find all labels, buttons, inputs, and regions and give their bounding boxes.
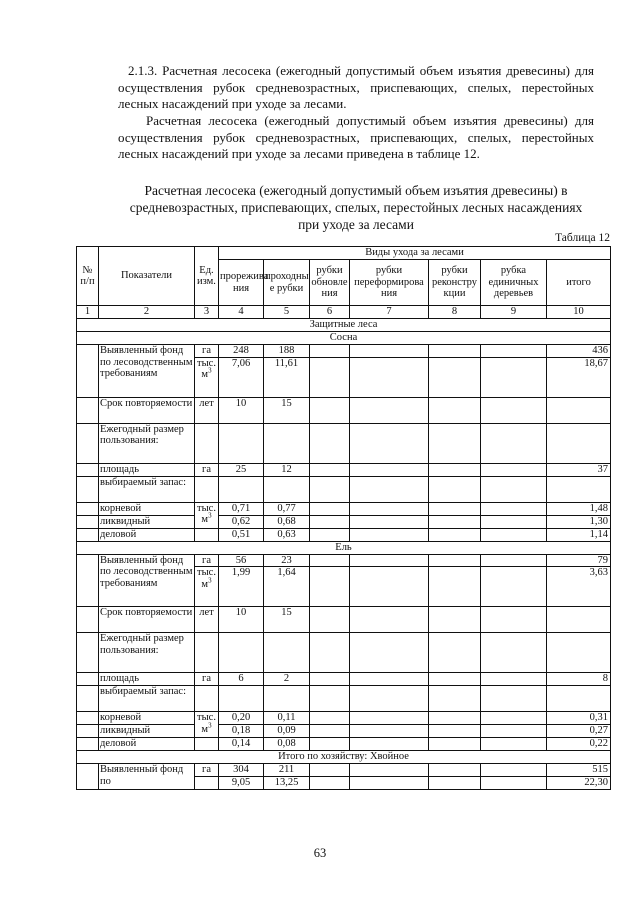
section-spruce: Ель: [77, 541, 611, 554]
unit-ha: га: [195, 554, 219, 567]
row-label: площадь: [99, 673, 195, 686]
table-cell: 11,61: [264, 357, 310, 397]
unit-m3: тыс. $м^3$: [195, 502, 219, 528]
table-cell: 18,67: [547, 357, 611, 397]
data-table: [76, 246, 611, 790]
header-col: рубки реконстру кции: [429, 260, 481, 306]
table-cell: 1,30: [547, 515, 611, 528]
table-12: [76, 246, 610, 790]
col-number: 2: [99, 306, 195, 319]
table-cell: 1,48: [547, 502, 611, 515]
table-cell: 0,27: [547, 725, 611, 738]
header-group: Виды ухода за лесами: [219, 247, 611, 260]
col-number: 1: [77, 306, 99, 319]
paragraph-2: Расчетная лесосека (ежегодный допустимый объем изъятия древесины) для осуществления рубок средневозрастных, приспевающих, спелых, перестойных лесных насаждений при уходе за лесами приведена в таблице 12.: [118, 113, 594, 161]
table-cell: 436: [547, 345, 611, 358]
table-caption: Расчетная лесосека (ежегодный допустимый объем изъятия древесины) в средневозрастных, приспевающих, спелых, перестойных лесных насаждениях при уходе за лесами: [129, 183, 583, 232]
row-label: деловой: [99, 528, 195, 541]
row-label: ликвидный: [99, 515, 195, 528]
header-col: итого: [547, 260, 611, 306]
table-cell: 0,68: [264, 515, 310, 528]
table-cell: 10: [219, 607, 264, 633]
table-cell: 515: [547, 764, 611, 777]
table-cell: 1,64: [264, 567, 310, 607]
row-label: деловой: [99, 738, 195, 751]
col-number: 6: [310, 306, 350, 319]
col-number: 10: [547, 306, 611, 319]
row-label: Срок повторяемости: [99, 607, 195, 633]
row-label: Срок повторяемости: [99, 397, 195, 423]
unit-ha: га: [195, 345, 219, 358]
table-cell: 23: [264, 554, 310, 567]
table-cell: 13,25: [264, 777, 310, 790]
row-label: ликвидный: [99, 725, 195, 738]
table-cell: 12: [264, 463, 310, 476]
table-cell: 0,51: [219, 528, 264, 541]
row-label: Выявленный фонд по лесоводственным требованиям: [99, 554, 195, 607]
section-protective: Защитные леса: [77, 319, 611, 332]
table-cell: 22,30: [547, 777, 611, 790]
table-cell: 15: [264, 607, 310, 633]
table-cell: 25: [219, 463, 264, 476]
header-col: рубка единичных деревьев: [481, 260, 547, 306]
row-label: площадь: [99, 463, 195, 476]
section-pine: Сосна: [77, 332, 611, 345]
col-number: 7: [350, 306, 429, 319]
table-cell: 0,63: [264, 528, 310, 541]
table-cell: 8: [547, 673, 611, 686]
table-cell: 7,06: [219, 357, 264, 397]
unit-ha: га: [195, 764, 219, 777]
row-no: [77, 345, 99, 398]
table-cell: 0,62: [219, 515, 264, 528]
unit-m3: тыс. $м^3$: [195, 712, 219, 738]
header-no: № п/п: [77, 247, 99, 306]
table-cell: 79: [547, 554, 611, 567]
unit-ha: га: [195, 673, 219, 686]
row-label: корневой: [99, 502, 195, 515]
page-number: 63: [313, 846, 327, 860]
table-cell: 0,11: [264, 712, 310, 725]
header-col: рубки переформирова ния: [350, 260, 429, 306]
header-col: рубки обновле ния: [310, 260, 350, 306]
table-cell: 0,14: [219, 738, 264, 751]
header-unit: Ед. изм.: [195, 247, 219, 306]
table-cell: 0,22: [547, 738, 611, 751]
col-number: 4: [219, 306, 264, 319]
table-cell: 0,18: [219, 725, 264, 738]
header-indicators: Показатели: [99, 247, 195, 306]
unit-m3: тыс. $м^3$: [195, 357, 219, 397]
table-cell: 0,77: [264, 502, 310, 515]
table-cell: 3,63: [547, 567, 611, 607]
col-number: 8: [429, 306, 481, 319]
section-total: Итого по хозяйству: Хвойное: [77, 751, 611, 764]
header-col: проходны е рубки: [264, 260, 310, 306]
table-cell: 0,09: [264, 725, 310, 738]
row-label: корневой: [99, 712, 195, 725]
table-cell: 0,31: [547, 712, 611, 725]
paragraph-1: 2.1.3. Расчетная лесосека (ежегодный допустимый объем изъятия древесины) для осуществления рубок средневозрастных, приспевающих, спелых, перестойных лесных насаждений при уходе за лесами.: [118, 63, 594, 111]
col-number: 5: [264, 306, 310, 319]
table-cell: 0,08: [264, 738, 310, 751]
table-cell: 1,99: [219, 567, 264, 607]
unit-ha: га: [195, 463, 219, 476]
table-cell: 248: [219, 345, 264, 358]
row-label: Ежегодный размер пользования:: [99, 633, 195, 673]
table-cell: 6: [219, 673, 264, 686]
table-cell: 10: [219, 397, 264, 423]
row-label: выбираемый запас:: [99, 686, 195, 712]
table-label: Таблица 12: [555, 232, 610, 244]
col-number: 3: [195, 306, 219, 319]
unit-years: лет: [195, 607, 219, 633]
table-cell: 0,20: [219, 712, 264, 725]
table-cell: 0,71: [219, 502, 264, 515]
row-label: выбираемый запас:: [99, 476, 195, 502]
row-label: Выявленный фонд по: [99, 764, 195, 790]
row-no: [77, 554, 99, 607]
table-cell: 188: [264, 345, 310, 358]
table-cell: 15: [264, 397, 310, 423]
table-cell: 1,14: [547, 528, 611, 541]
row-label: Ежегодный размер пользования:: [99, 423, 195, 463]
unit-years: лет: [195, 397, 219, 423]
header-col: прорежива ния: [219, 260, 264, 306]
row-label: Выявленный фонд по лесоводственным требованиям: [99, 345, 195, 398]
table-cell: 56: [219, 554, 264, 567]
unit-m3: тыс. $м^3$: [195, 567, 219, 607]
table-cell: 37: [547, 463, 611, 476]
col-number: 9: [481, 306, 547, 319]
table-cell: 211: [264, 764, 310, 777]
table-cell: 2: [264, 673, 310, 686]
table-cell: 9,05: [219, 777, 264, 790]
table-cell: 304: [219, 764, 264, 777]
